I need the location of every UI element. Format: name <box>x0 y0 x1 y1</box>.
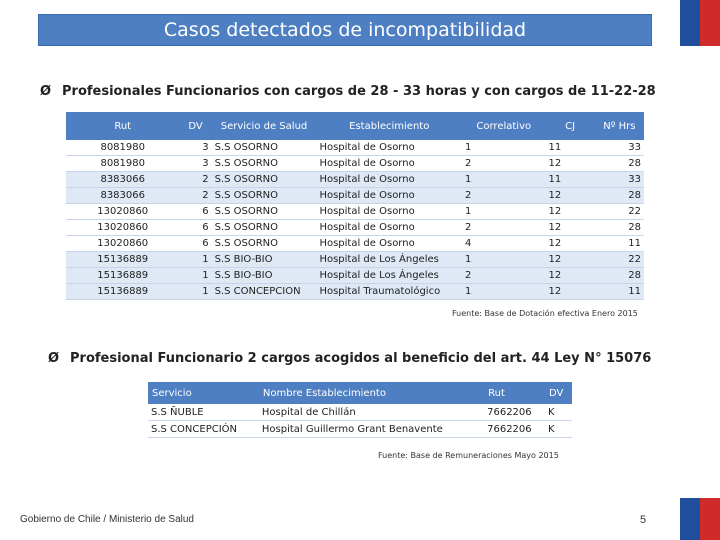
table-cell: 6 <box>202 222 209 233</box>
table-header-row <box>148 382 572 404</box>
table-cell: S.S OSORNO <box>212 172 317 188</box>
table-cell: 11 <box>628 238 641 249</box>
col-header: Nombre Establecimiento <box>259 382 484 404</box>
table-cell: Hospital Traumatológico <box>316 284 462 300</box>
chile-flag-bottom <box>680 498 720 540</box>
section2-heading-text: Profesional Funcionario 2 cargos acogidos al beneficio del art. 44 Ley N° 15076 <box>70 351 652 366</box>
col-header: CJ <box>546 112 595 140</box>
table-cell: 12 <box>546 268 595 284</box>
table-cell: 8383066 <box>66 172 179 188</box>
incompatibility-table <box>66 112 644 300</box>
table-cell: 7662206 <box>487 406 532 418</box>
flag-red-stripe <box>700 0 720 46</box>
table-cell: 3 <box>202 142 209 153</box>
table-cell: 1 <box>462 252 545 268</box>
table-cell: Hospital Guillermo Grant Benavente <box>261 423 443 435</box>
table-cell: 12 <box>548 222 562 233</box>
section1-heading <box>40 84 656 99</box>
table-row <box>66 236 644 252</box>
table-cell: 1 <box>462 284 545 300</box>
section2-heading <box>48 351 651 366</box>
table-cell: 1 <box>465 206 472 217</box>
table-cell: 2 <box>179 172 211 188</box>
table-cell: 11 <box>595 284 644 300</box>
table-cell: S.S CONCEPCIÓN <box>151 423 238 435</box>
table-cell: 1 <box>465 142 472 153</box>
page-number: 5 <box>640 514 647 526</box>
table-cell: S.S OSORNO <box>214 206 279 217</box>
table-cell: S.S OSORNO <box>212 188 317 204</box>
section1-heading-text: Profesionales Funcionarios con cargos de 28 - 33 horas y con cargos de 11-22-28 <box>62 84 656 99</box>
bullet-arrow-icon: Ø <box>48 351 60 366</box>
table-row <box>66 220 644 236</box>
table-row <box>66 268 644 284</box>
table-row <box>148 404 572 421</box>
table-cell: 8081980 <box>100 142 145 153</box>
bullet-arrow-icon: Ø <box>40 84 52 99</box>
table-cell: S.S OSORNO <box>214 142 279 153</box>
table-cell: S.S OSORNO <box>214 158 279 169</box>
table-cell: 12 <box>546 252 595 268</box>
table-cell: 7662206 <box>487 423 532 435</box>
table-cell: Hospital de Osorno <box>319 238 415 249</box>
table-cell: S.S OSORNO <box>214 222 279 233</box>
table-cell: 12 <box>548 238 562 249</box>
flag-blue-stripe <box>680 0 700 46</box>
table-cell: 12 <box>548 206 562 217</box>
table-row <box>66 188 644 204</box>
table-cell: Hospital de Osorno <box>319 158 415 169</box>
table-cell: 2 <box>465 222 472 233</box>
table-cell: 2 <box>179 188 211 204</box>
table-cell: K <box>548 406 555 418</box>
table-row <box>66 204 644 220</box>
table-cell: 12 <box>546 188 595 204</box>
col-header: Correlativo <box>462 112 545 140</box>
table-cell: S.S BIO-BIO <box>212 252 317 268</box>
table-cell: 13020860 <box>97 206 149 217</box>
table-cell: 1 <box>179 252 211 268</box>
table-row <box>66 172 644 188</box>
table-cell: Hospital de Chillán <box>261 406 356 418</box>
table-cell: 22 <box>595 252 644 268</box>
table-cell: S.S ÑUBLE <box>151 406 204 418</box>
table-cell: S.S OSORNO <box>214 238 279 249</box>
table-row <box>66 140 644 156</box>
table-cell: 8081980 <box>100 158 145 169</box>
table-cell: S.S CONCEPCION <box>212 284 317 300</box>
table-cell: 3 <box>202 158 209 169</box>
table-cell: 12 <box>548 158 562 169</box>
slide-title-bar <box>38 14 652 46</box>
table-cell: 15136889 <box>66 284 179 300</box>
col-header: Servicio de Salud <box>212 112 317 140</box>
table-cell: K <box>548 423 555 435</box>
table-cell: 28 <box>595 188 644 204</box>
table-cell: Hospital de Osorno <box>316 172 462 188</box>
table-row <box>148 421 572 438</box>
table-cell: Hospital de Osorno <box>319 222 415 233</box>
table-cell: S.S BIO-BIO <box>212 268 317 284</box>
table-cell: 15136889 <box>66 252 179 268</box>
col-header: Servicio <box>148 382 259 404</box>
table-cell: 22 <box>628 206 641 217</box>
table-cell: 15136889 <box>66 268 179 284</box>
flag-red-stripe <box>700 498 720 540</box>
table-cell: Hospital de Osorno <box>319 142 415 153</box>
table-cell: Hospital de Osorno <box>316 188 462 204</box>
table-cell: 6 <box>202 206 209 217</box>
table-cell: 1 <box>462 172 545 188</box>
table-cell: 11 <box>546 172 595 188</box>
col-header: Rut <box>484 382 545 404</box>
col-header: DV <box>179 112 211 140</box>
table-cell: 13020860 <box>97 238 149 249</box>
table-cell: 33 <box>595 172 644 188</box>
table-cell: 12 <box>546 284 595 300</box>
art44-table <box>148 382 572 438</box>
table-cell: 33 <box>628 142 641 153</box>
table-header-row <box>66 112 644 140</box>
table-row <box>66 252 644 268</box>
col-header: DV <box>545 382 572 404</box>
table-cell: 28 <box>628 222 641 233</box>
col-header: Establecimiento <box>316 112 462 140</box>
table-cell: 2 <box>462 268 545 284</box>
col-header: Nº Hrs <box>595 112 644 140</box>
table-cell: 1 <box>179 284 211 300</box>
table-cell: 1 <box>179 268 211 284</box>
source-note-2: Fuente: Base de Remuneraciones Mayo 2015 <box>378 451 559 460</box>
source-note-1: Fuente: Base de Dotación efectiva Enero 2015 <box>452 309 638 318</box>
table-cell: 8383066 <box>66 188 179 204</box>
slide-title: Casos detectados de incompatibilidad <box>163 19 527 41</box>
table-cell: 28 <box>595 268 644 284</box>
table-cell: 4 <box>465 238 472 249</box>
table-cell: 28 <box>628 158 641 169</box>
col-header: Rut <box>66 112 179 140</box>
table-cell: 2 <box>462 188 545 204</box>
table-cell: 6 <box>202 238 209 249</box>
table-cell: Hospital de Los Ángeles <box>316 268 462 284</box>
table-row <box>66 284 644 300</box>
table-cell: 11 <box>548 142 562 153</box>
table-cell: Hospital de Osorno <box>319 206 415 217</box>
table-cell: 2 <box>465 158 472 169</box>
table-cell: 13020860 <box>97 222 149 233</box>
table-cell: Hospital de Los Ángeles <box>316 252 462 268</box>
table-row <box>66 156 644 172</box>
flag-blue-stripe <box>680 498 700 540</box>
footer-text: Gobierno de Chile / Ministerio de Salud <box>20 514 194 525</box>
